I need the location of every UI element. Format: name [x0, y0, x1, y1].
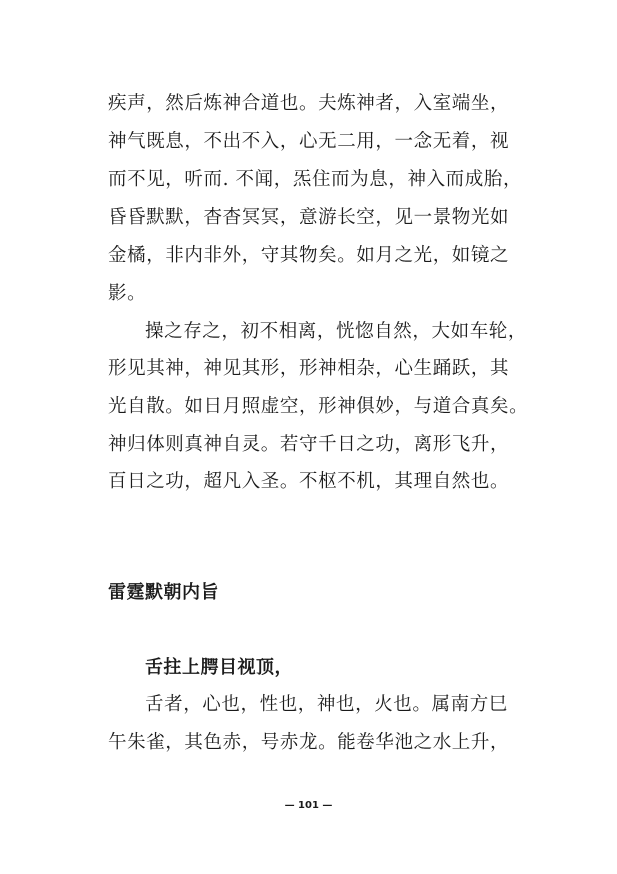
text-line: 影。: [108, 283, 147, 304]
section-title: 雷霆默朝内旨: [108, 582, 219, 603]
text-line: 午朱雀，其色赤，号赤龙。能卷华池之水上升，: [108, 732, 510, 753]
text-line: 操之存之，初不相离，恍惚自然，大如车轮，: [145, 321, 528, 342]
text-line: 光自散。如日月照虚空，形神俱妙，与道合真矣。: [108, 396, 529, 417]
text-line: 神气既息，不出不入，心无二用，一念无着，视: [108, 131, 510, 152]
subsection-title: 舌拄上腭目视顶，: [145, 657, 293, 678]
text-line: 舌者，心也，性也，神也，火也。属南方巳: [145, 694, 508, 715]
text-line: 昏昏默默，杳杳冥冥，意游长空，见一景物光如: [108, 207, 510, 228]
text-line: 金橘，非内非外，守其物矣。如月之光，如镜之: [108, 245, 510, 266]
text-line: 而不见，听而. 不闻，炁住而为息，神入而成胎，: [108, 169, 523, 190]
text-line: 神归体则真神自灵。若守千日之功，离形飞升，: [108, 434, 510, 455]
text-line: 形见其神，神见其形，形神相杂，心生踊跃，其: [108, 358, 510, 379]
page-number: — 101 —: [284, 800, 333, 811]
text-line: 疾声，然后炼神合道也。夫炼神者，入室端坐，: [108, 93, 510, 114]
text-line: 百日之功，超凡入圣。不枢不机，其理自然也。: [108, 471, 510, 492]
